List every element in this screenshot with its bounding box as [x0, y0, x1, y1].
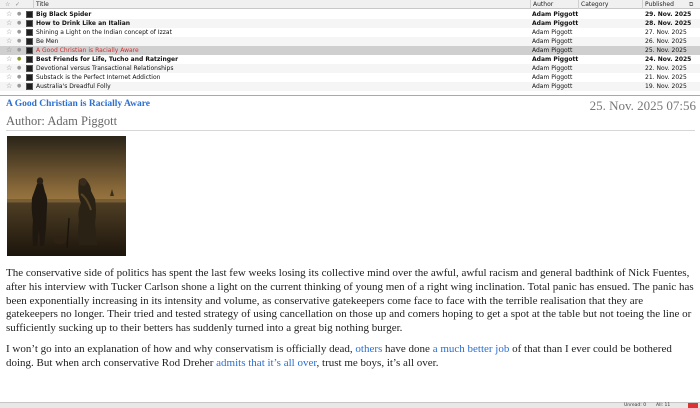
category-column-header[interactable]: Category [581, 1, 609, 8]
star-icon[interactable]: ☆ [6, 82, 13, 90]
star-icon[interactable]: ☆ [6, 37, 13, 45]
star-icon[interactable]: ☆ [6, 46, 13, 54]
star-icon[interactable]: ☆ [6, 28, 13, 36]
star-icon[interactable]: ☆ [6, 55, 13, 63]
read-status-dot-icon[interactable]: ● [17, 65, 22, 71]
all-count: All: 11 [656, 403, 671, 408]
list-item[interactable]: ☆ ● Be Men Adam Piggott 26. Nov. 2025 [0, 37, 700, 46]
feed-favicon-icon [26, 11, 33, 18]
notification-icon[interactable] [688, 403, 698, 408]
star-icon[interactable]: ☆ [6, 19, 13, 27]
feed-favicon-icon [26, 47, 33, 54]
star-icon[interactable]: ☆ [6, 73, 13, 81]
list-item[interactable]: ☆ ● Big Black Spider Adam Piggott 29. Nov. 2025 [6, 10, 692, 18]
status-bar [0, 402, 700, 408]
list-item[interactable]: ☆ ● Devotional versus Transactional Relationships Adam Piggott 22. Nov. 2025 [0, 64, 700, 73]
list-item[interactable]: ☆ ● Australia's Dreadful Folly Adam Piggott 19. Nov. 2025 [0, 82, 700, 91]
article-date: 25. Nov. 2025 07:56 [589, 98, 696, 113]
article-title-link[interactable]: A Good Christian is Racially Aware [6, 99, 151, 109]
list-item[interactable]: ☆ ● Shining a Light on the Indian concept of Izzat Adam Piggott 27. Nov. 2025 [6, 28, 687, 36]
star-column-icon[interactable]: ☆ [5, 1, 11, 8]
unread-status-dot-icon[interactable]: ● [17, 56, 22, 62]
list-item[interactable]: ☆ ● Best Friends for Life, Tucho and Ratzinger Adam Piggott 24. Nov. 2025 [6, 55, 692, 63]
list-item[interactable]: ☆ ● How to Drink Like an Italian Adam Piggott 28. Nov. 2025 [0, 19, 700, 28]
read-status-dot-icon[interactable]: ● [17, 20, 22, 26]
star-icon[interactable]: ☆ [6, 64, 13, 72]
feed-favicon-icon [26, 29, 33, 36]
article-image [7, 136, 126, 256]
header-divider [6, 130, 695, 131]
title-column-header[interactable]: Title [36, 1, 49, 8]
read-status-dot-icon[interactable]: ● [17, 83, 22, 89]
link-much-better-job[interactable]: a much better job [432, 342, 510, 355]
article-author: Author: Adam Piggott [6, 114, 118, 128]
article-list [0, 0, 700, 96]
read-status-dot-icon[interactable]: ● [17, 47, 22, 53]
article-pane [0, 96, 700, 402]
feed-favicon-icon [26, 20, 33, 27]
link-others[interactable]: others [355, 342, 383, 355]
read-status-dot-icon[interactable]: ● [17, 11, 22, 17]
article-body [6, 267, 696, 378]
feed-favicon-icon [26, 74, 33, 81]
link-admits-its-all-over[interactable]: admits that it’s all over [216, 356, 317, 369]
column-picker-icon[interactable]: ⧉ [689, 1, 694, 8]
read-status-dot-icon[interactable]: ● [17, 38, 22, 44]
paragraph-2: I won’t go into an explanation of how and why conservatism is officially dead, others have done a much better job of that than I ever could be bothered doing. But when arch conservative Rod Dreher admits that it’s all over, trust me boys, it’s all over. [6, 342, 672, 369]
list-header [0, 0, 700, 9]
published-column-header[interactable]: Published [645, 1, 674, 8]
read-status-dot-icon[interactable]: ● [17, 29, 22, 35]
feed-favicon-icon [26, 65, 33, 72]
paragraph-1: The conservative side of politics has spent the last few weeks losing its collective mind over the awful, awful racism and general badthink of Nick Fuentes, after his interview with Tucker Carlson shone a light on the current thinking of young men of a right wing inclination. Total panic has ensued. The panic has been exponentially increasing in its intensity and volume, as conservative gatekeepers come face to face with the terrible realisation that they are gatekeepers no longer. Their tried and tested strategy of using cancellation on those up and comers hoping to get a spot at the table but not toeing the line or sufficiently sucking up to their betters has suddenly turned into a great big nothing burger. [6, 267, 694, 335]
unread-count: Unread: 0 [624, 403, 647, 408]
feed-favicon-icon [26, 83, 33, 90]
read-column-icon[interactable]: ✓ [15, 1, 21, 8]
read-status-dot-icon[interactable]: ● [17, 74, 22, 80]
painting-image [7, 136, 126, 256]
author-column-header[interactable]: Author [533, 1, 554, 8]
list-item[interactable]: ☆ ● Substack is the Perfect Internet Addiction Adam Piggott 21. Nov. 2025 [6, 73, 687, 81]
list-item-selected[interactable]: ☆ ● A Good Christian is Racially Aware Adam Piggott 25. Nov. 2025 [0, 46, 700, 55]
star-icon[interactable]: ☆ [6, 10, 13, 18]
feed-favicon-icon [26, 38, 33, 45]
feed-favicon-icon [26, 56, 33, 63]
